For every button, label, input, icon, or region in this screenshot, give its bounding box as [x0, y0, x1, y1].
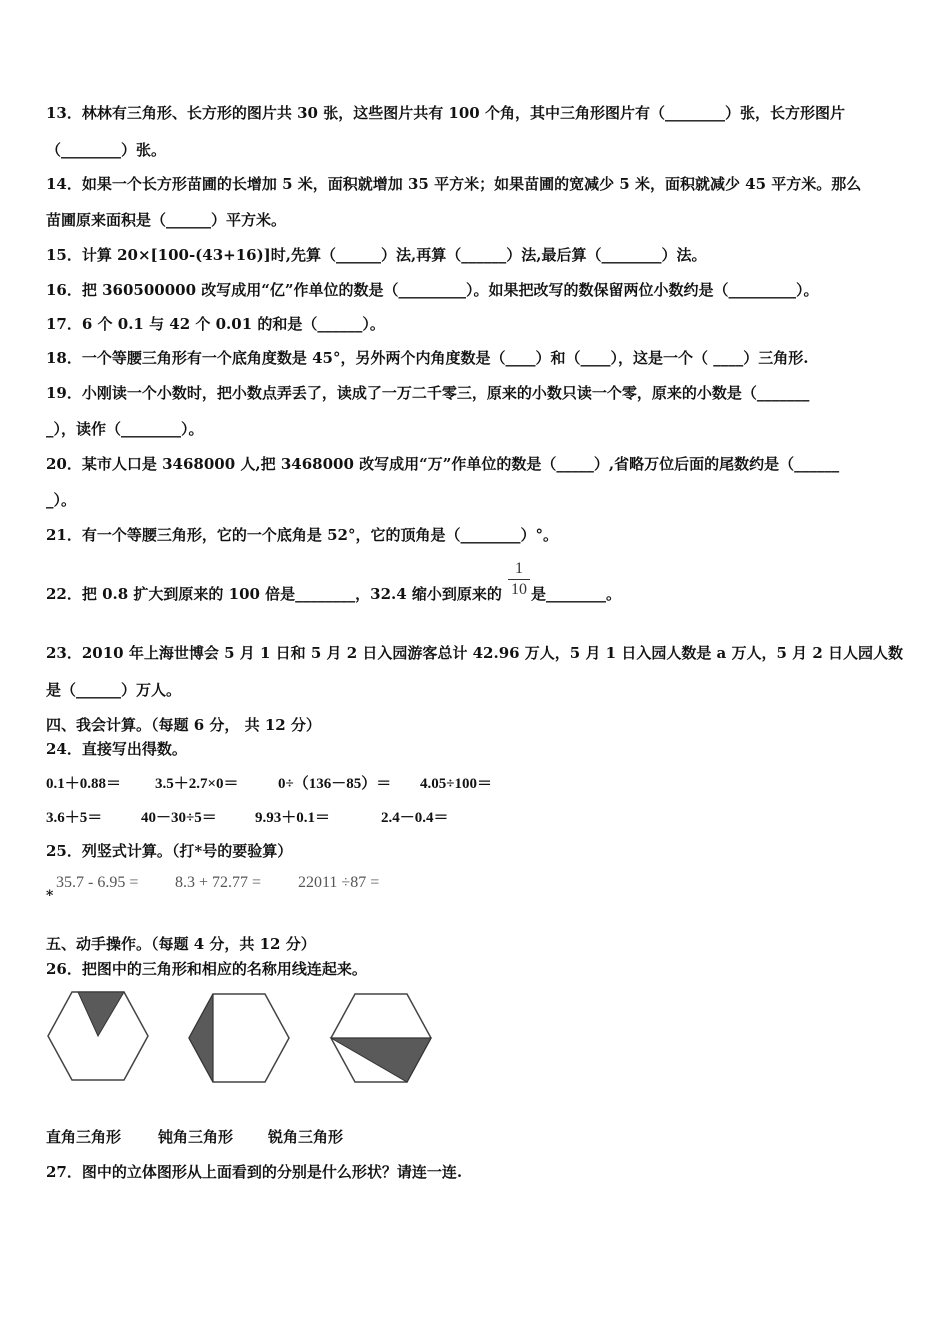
vertical-calc: 35.7 - 6.95 = — [56, 874, 139, 891]
section4-title: 四、我会计算。（每题 6 分， 共 12 分） — [46, 716, 321, 734]
q20-line1: 20．某市人口是 3468000 人,把 3468000 改写成用“万”作单位的数是（_____）,省略万位后面的尾数约是（______ — [46, 455, 840, 473]
hexagon-figure-2 — [187, 992, 291, 1084]
calc-item: 3.6＋5＝ — [46, 810, 103, 826]
calc-item: 9.93＋0.1＝ — [255, 810, 331, 826]
triangle-name: 锐角三角形 — [268, 1128, 344, 1146]
q14-line1: 14．如果一个长方形苗圃的长增加 5 米，面积就增加 35 平方米；如果苗圃的宽减少 5 米，面积就减少 45 平方米。那么 — [46, 175, 862, 193]
q25: 25．列竖式计算。（打*号的要验算） — [46, 842, 293, 860]
q18: 18．一个等腰三角形有一个底角度数是 45°，另外两个内角度数是（____）和（____），这是一个（ ____）三角形. — [46, 349, 809, 367]
triangle-name: 钝角三角形 — [158, 1128, 234, 1146]
q17: 17．6 个 0.1 与 42 个 0.01 的和是（______）。 — [46, 315, 385, 333]
vertical-calc: 22011 ÷87 = — [298, 874, 380, 891]
vertical-calc: 8.3 + 72.77 = — [175, 874, 262, 891]
q24: 24．直接写出得数。 — [46, 740, 187, 758]
section5-title: 五、动手操作。（每题 4 分，共 12 分） — [46, 935, 316, 953]
q22-fraction — [508, 560, 530, 599]
q21: 21．有一个等腰三角形，它的一个底角是 52°，它的顶角是（________）°。 — [46, 526, 558, 544]
star-mark: * — [46, 888, 54, 904]
q14-line2: 苗圃原来面积是（______）平方米。 — [46, 211, 287, 229]
calc-item: 0.1＋0.88＝ — [46, 776, 122, 792]
calc-item: 3.5＋2.7×0＝ — [155, 776, 239, 792]
fraction-bar — [508, 579, 530, 580]
q23-line2: 是（______）万人。 — [46, 681, 182, 699]
q19-line2: _），读作（________）。 — [46, 420, 204, 438]
triangle-name: 直角三角形 — [46, 1128, 122, 1146]
q13-line2: （________）张。 — [46, 141, 167, 159]
hexagon-figure-1 — [46, 990, 150, 1084]
calc-item: 4.05÷100＝ — [420, 776, 492, 792]
q16: 16．把 360500000 改写成用“亿”作单位的数是（_________）。如果把改写的数保留两位小数约是（_________）。 — [46, 281, 819, 299]
q19-line1: 19．小刚读一个小数时，把小数点弄丢了，读成了一万二千零三，原来的小数只读一个零，原来的小数是（_______ — [46, 384, 810, 402]
q26: 26．把图中的三角形和相应的名称用线连起来。 — [46, 960, 367, 978]
fraction-numerator: 1 — [515, 560, 523, 577]
q22-part2: 是________。 — [531, 585, 622, 603]
q13-line1: 13．林林有三角形、长方形的图片共 30 张，这些图片共有 100 个角，其中三角形图片有（________）张，长方形图片 — [46, 104, 845, 122]
q27: 27．图中的立体图形从上面看到的分别是什么形状？请连一连. — [46, 1163, 463, 1181]
q20-line2: _）。 — [46, 491, 77, 509]
calc-item: 0÷（136－85）＝ — [278, 776, 392, 792]
q15: 15．计算 20×[100-(43+16)]时,先算（______）法,再算（______）法,最后算（________）法。 — [46, 246, 707, 264]
q22-part1: 22．把 0.8 扩大到原来的 100 倍是________，32.4 缩小到原来的 — [46, 585, 502, 603]
hexagon-figure-3 — [329, 992, 433, 1084]
calc-item: 40－30÷5＝ — [141, 810, 217, 826]
calc-item: 2.4－0.4＝ — [381, 810, 449, 826]
q23-line1: 23．2010 年上海世博会 5 月 1 日和 5 月 2 日入园游客总计 42.96 万人，5 月 1 日入园人数是 a 万人，5 月 2 日人园人数 — [46, 644, 904, 662]
fraction-denominator: 10 — [511, 581, 527, 598]
